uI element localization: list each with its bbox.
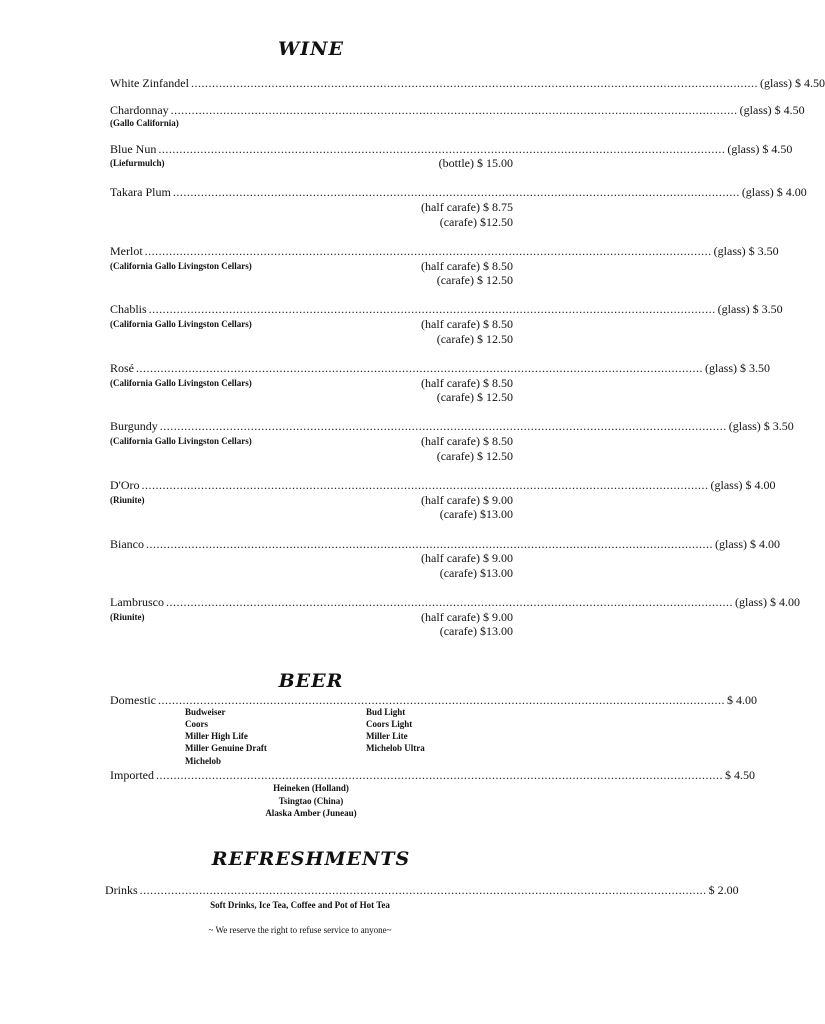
wine-row-chablis [110,302,783,317]
wine-price: (glass) $ 3.50 [717,302,783,316]
wine-row-blue-nun [110,142,793,157]
wine-price: (half carafe) $ 9.00 [421,493,513,507]
dot-leader: .................................................................................................................................................................. [156,768,723,782]
wine-origin: (California Gallo Livingston Cellars) [110,378,252,388]
wine-origin: (Gallo California) [110,118,179,128]
wine-name: Lambrusco [110,595,164,609]
wine-row-doro [110,478,776,493]
wine-price: (carafe) $ 12.50 [436,449,513,463]
beer-heading: BEER [278,670,344,692]
wine-row-burgundy [110,419,794,434]
wine-price: (glass) $ 4.00 [710,478,776,492]
wine-price: (glass) $ 4.00 [715,537,780,551]
wine-name: Rosé [110,361,134,375]
beer-item: Miller High Life [185,731,248,741]
beer-row-imported [110,768,755,783]
refreshments-description: Soft Drinks, Ice Tea, Coffee and Pot of Hot Tea [210,900,390,910]
wine-price: (glass) $ 4.50 [727,142,793,156]
dot-leader: .................................................................................................................................................................. [158,142,726,156]
dot-leader: .................................................................................................................................................................. [158,693,725,707]
wine-price: (bottle) $ 15.00 [438,156,513,170]
wine-row-rose [110,361,770,376]
wine-price: (half carafe) $ 8.50 [421,434,513,448]
wine-name: Chardonnay [110,103,169,117]
beer-price: $ 4.00 [727,693,757,707]
beer-item: Coors Light [366,719,413,729]
dot-leader: .................................................................................................................................................................. [159,419,727,433]
wine-name: D'Oro [110,478,140,492]
wine-price: (half carafe) $ 8.50 [421,376,513,390]
dot-leader: .................................................................................................................................................................. [190,76,758,90]
wine-name: Chablis [110,302,147,316]
beer-item: Bud Light [366,707,406,717]
refreshments-heading: REFRESHMENTS [211,848,411,870]
wine-price: (carafe) $ 12.50 [436,273,513,287]
wine-price: (glass) $ 3.50 [713,244,779,258]
wine-origin: (Riunite) [110,612,145,622]
imported-beer-item: Alaska Amber (Juneau) [265,808,357,818]
beer-price: $ 4.50 [725,768,755,782]
wine-row-bianco [110,537,780,552]
wine-name: Merlot [110,244,143,258]
beer-row-domestic [110,693,757,708]
dot-leader: .................................................................................................................................................................. [165,595,733,609]
wine-price: (carafe) $ 12.50 [436,332,513,346]
wine-price: (glass) $ 4.50 [739,103,805,117]
dot-leader: .................................................................................................................................................................. [148,302,716,316]
wine-row-merlot [110,244,779,259]
wine-price: (glass) $ 3.50 [728,419,794,433]
wine-price: (glass) $ 4.50 [759,76,825,90]
wine-name: Takara Plum [110,185,171,199]
wine-price: (carafe) $13.00 [439,624,513,638]
beer-item: Coors [185,719,208,729]
wine-origin: (California Gallo Livingston Cellars) [110,261,252,271]
dot-leader: .................................................................................................................................................................. [141,478,709,492]
wine-name: Blue Nun [110,142,157,156]
refreshment-name: Drinks [105,883,138,897]
wine-row-takara-plum [110,185,807,200]
beer-category: Imported [110,768,154,782]
refreshments-row-drinks [105,883,739,898]
wine-price: (half carafe) $ 8.50 [421,259,513,273]
wine-price: (carafe) $13.00 [439,566,513,580]
wine-price: (half carafe) $ 9.00 [421,551,513,565]
beer-item: Michelob Ultra [366,743,425,753]
wine-price: (half carafe) $ 8.75 [421,200,513,214]
wine-origin: (Riunite) [110,495,145,505]
dot-leader: .................................................................................................................................................................. [170,103,738,117]
wine-price: (glass) $ 3.50 [705,361,770,375]
wine-row-lambrusco [110,595,800,610]
wine-origin: (California Gallo Livingston Cellars) [110,319,252,329]
beer-item: Michelob [185,756,221,766]
wine-origin: (Liefurmulch) [110,158,165,168]
wine-name: White Zinfandel [110,76,189,90]
beer-item: Budweiser [185,707,226,717]
wine-name: Bianco [110,537,144,551]
wine-name: Burgundy [110,419,158,433]
wine-row-white-zinfandel [110,76,825,91]
dot-leader: .................................................................................................................................................................. [144,244,712,258]
wine-row-chardonnay [110,103,805,118]
service-note: ~ We reserve the right to refuse service to anyone~ [208,925,392,935]
wine-origin: (California Gallo Livingston Cellars) [110,436,252,446]
beer-item: Miller Lite [366,731,408,741]
imported-beer-item: Heineken (Holland) [273,783,349,793]
dot-leader: .................................................................................................................................................................. [172,185,740,199]
wine-price: (carafe) $ 12.50 [436,390,513,404]
beer-category: Domestic [110,693,156,707]
wine-heading: WINE [277,38,345,60]
wine-price: (glass) $ 4.00 [734,595,800,609]
beer-item: Miller Genuine Draft [185,743,267,753]
imported-beer-item: Tsingtao (China) [278,796,344,806]
dot-leader: .................................................................................................................................................................. [146,537,713,551]
refreshment-price: $ 2.00 [708,883,739,897]
wine-price: (carafe) $12.50 [439,215,513,229]
wine-price: (half carafe) $ 9.00 [421,610,513,624]
dot-leader: .................................................................................................................................................................. [139,883,707,897]
wine-price: (glass) $ 4.00 [741,185,807,199]
wine-price: (carafe) $13.00 [439,507,513,521]
dot-leader: .................................................................................................................................................................. [136,361,703,375]
wine-price: (half carafe) $ 8.50 [421,317,513,331]
